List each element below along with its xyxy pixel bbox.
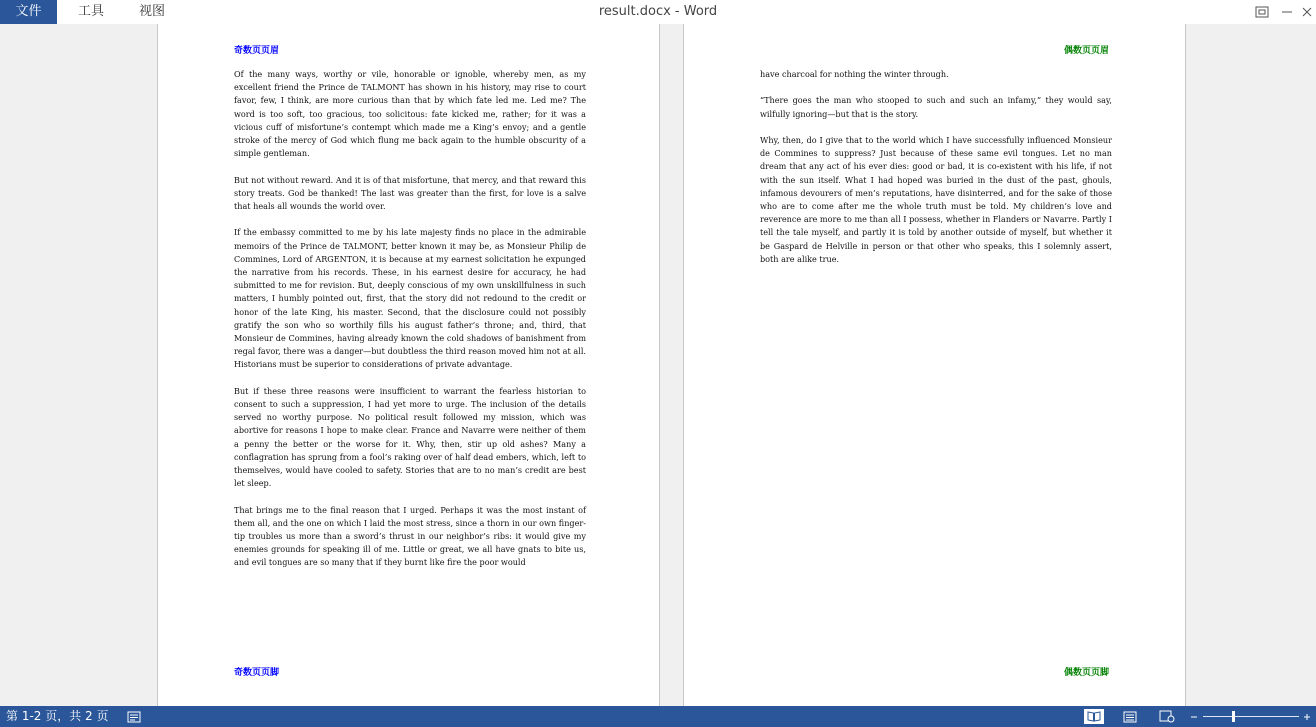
- fullscreen-icon: [1255, 6, 1269, 18]
- paragraph: Of the many ways, worthy or vile, honorable or ignoble, whereby men, as my excellent friend the Prince de TALMONT has shown in his history, may rise to court favor, few, I think, are more curious than that by which fate led me. Led me? The word is too soft, too gracious, too solicitous: fate kicked me, rather; for it was a vicious cuff of misfortune’s contempt which made me a King’s envoy; and a gentle stroke of the mercy of God which flung me back again to the humble obscurity of a simple gentleman.: [234, 69, 586, 159]
- read-mode-icon: [1087, 711, 1101, 722]
- zoom-in-button[interactable]: [1301, 709, 1313, 724]
- paragraph: If the embassy committed to me by his late majesty finds no place in the admirable memoirs of the Prince de TALMONT, better known it may be, as Monsieur Philip de Commines, Lord of ARGENTON, it is because at my earnest solicitation he expunged the narrative from his records. These, in his earnest desire for accuracy, he had submitted to me for revision. But, deeply conscious of my own unskillfulness in such matters, I humbly pointed out, first, that the story did not redound to the credit or honor of the late King, his master. Second, that the disclosure could not possibly gratify the son who so worthily fills his august father’s throne; and, third, that Monsieur de Commines, having already known the cold shadows of banishment from regal favor, there was a danger—but doubtless the third reason moved him not at all. Historians must be superior to considerations of private advantage.: [234, 227, 586, 370]
- zoom-slider-thumb[interactable]: [1232, 711, 1235, 722]
- zoom-slider-track[interactable]: [1203, 716, 1299, 717]
- paragraph: have charcoal for nothing the winter through.: [760, 69, 949, 79]
- proofing-icon: [127, 711, 141, 723]
- zoom-out-button[interactable]: [1188, 709, 1200, 724]
- odd-page-footer: 奇数页页脚: [234, 668, 280, 678]
- minimize-icon: [1281, 6, 1293, 18]
- print-layout-button[interactable]: [1122, 709, 1138, 724]
- menu-file[interactable]: 文件: [0, 0, 57, 24]
- menu-tools[interactable]: 工具: [78, 4, 105, 19]
- paragraph: That brings me to the final reason that I urged. Perhaps it was the most instant of them all, and the one on which I laid the most stress, since a thorn in our own finger-tip troubles us more than a sword’s thrust in our neighbor’s ribs: it would give my enemies grounds for speaking ill of me. Little or great, we all have gnats to bite us, and evil tongues are so many that if they burnt like fire the poor would: [234, 504, 586, 568]
- page-even[interactable]: [683, 24, 1186, 706]
- paragraph: “There goes the man who stooped to such and such an infamy,” they would say, wilfully ignoring—but that is the story.: [760, 95, 1112, 119]
- window-title: result.docx - Word: [598, 4, 718, 19]
- print-layout-icon: [1123, 711, 1137, 723]
- web-layout-button[interactable]: [1159, 709, 1175, 724]
- page-body-right: [760, 68, 1112, 279]
- page-body-left: [234, 68, 586, 583]
- menu-view[interactable]: 视图: [139, 4, 166, 19]
- even-page-header: 偶数页页眉: [1063, 46, 1109, 56]
- document-area[interactable]: [0, 24, 1316, 706]
- proofing-button[interactable]: [126, 709, 142, 724]
- status-bar: [0, 706, 1316, 727]
- read-mode-button[interactable]: [1084, 709, 1104, 724]
- paragraph: But not without reward. And it is of that misfortune, that mercy, and that reward this story treats. God be thanked! The last was greater than the first, for love is a salve that heals all wounds the world over.: [234, 174, 586, 212]
- zoom-out-icon: [1190, 713, 1198, 721]
- page-odd[interactable]: [157, 24, 660, 706]
- close-icon: [1301, 6, 1313, 18]
- zoom-in-icon: [1303, 713, 1311, 721]
- title-bar: [0, 0, 1316, 24]
- close-button[interactable]: [1294, 0, 1316, 24]
- paragraph: Why, then, do I give that to the world which I have successfully influenced Monsieur de Commines to suppress? Just because of these same evil tongues. Let no man dream that any act of his ever dies: good or bad, it is co-existent with his life, if not with the sun itself. What I had hoped was buried in the dust of the past, ghouls, infamous devourers of men’s reputations, have disinterred, and for the sake of those who are to come after me the whole truth must be told. My children’s love and reverence are more to me than all I possess, whether in Flanders or Navarre. Partly I tell the tale myself, and partly it is told by another outside of myself, but whether it be Gaspard de Helville in person or that other who speaks, this I solemnly assert, both are alike true.: [760, 134, 1112, 264]
- page-count[interactable]: 第 1-2 页，共 2 页: [6, 709, 109, 723]
- even-page-footer: 偶数页页脚: [1063, 668, 1109, 678]
- odd-page-header: 奇数页页眉: [234, 46, 280, 56]
- web-layout-icon: [1159, 710, 1175, 723]
- paragraph: But if these three reasons were insufficient to warrant the fearless historian to consent to such a suppression, I had yet more to urge. The inclusion of the details served no worthy purpose. No political result followed my mission, which was abortive for reasons I hope to make clear. France and Navarre were neither of them a penny the better or the worse for it. Why, then, stir up old ashes? Many a conflagration has sprung from a fool’s raking over of half dead embers, which, left to themselves, would have cooled to safety. Stories that are to no man’s credit are best let sleep.: [234, 385, 586, 489]
- fullscreen-button[interactable]: [1249, 0, 1275, 24]
